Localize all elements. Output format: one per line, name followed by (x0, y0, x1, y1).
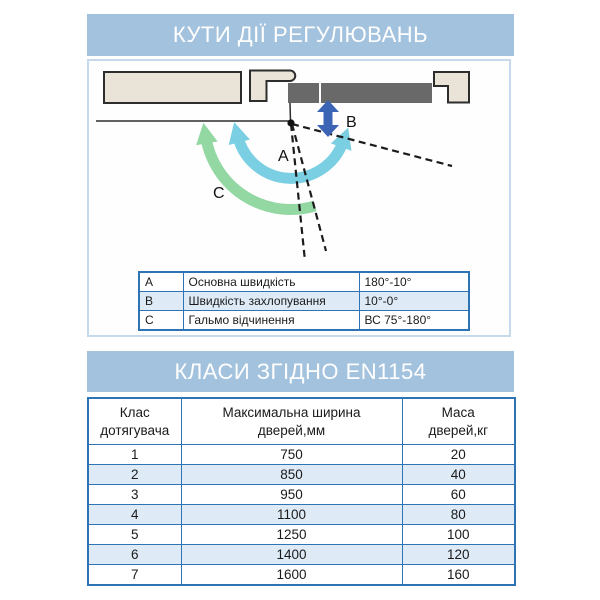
cell-max-width: 1250 (181, 525, 402, 545)
legend-label: Гальмо відчинення (183, 311, 359, 331)
table-row (88, 545, 515, 565)
label-c: C (213, 185, 225, 202)
door-angle-dashed-line-latch (292, 124, 452, 166)
cell-class: 2 (88, 465, 181, 485)
cell-mass: 160 (402, 565, 515, 586)
cell-mass: 20 (402, 445, 515, 465)
cell-class: 3 (88, 485, 181, 505)
cell-mass: 60 (402, 485, 515, 505)
door-angle-dashed-line-near-open-1 (291, 124, 305, 261)
section-title-angles: КУТИ ДІЇ РЕГУЛЮВАНЬ (87, 14, 514, 56)
cell-class: 1 (88, 445, 181, 465)
legend-key: C (139, 311, 183, 331)
legend-value: ВС 75°-180° (359, 311, 469, 331)
cell-max-width: 850 (181, 465, 402, 485)
table-row (88, 465, 515, 485)
legend-value: 10°-0° (359, 292, 469, 311)
col-header-max-width: Максимальна ширина дверей,мм (181, 398, 402, 445)
label-b: B (346, 114, 357, 131)
table-row (88, 445, 515, 465)
cell-max-width: 950 (181, 485, 402, 505)
legend-label: Швидкість захлопування (183, 292, 359, 311)
col-header-mass: Маса дверей,кг (402, 398, 515, 445)
label-a: A (278, 148, 289, 165)
angles-diagram-panel (87, 59, 511, 337)
cell-mass: 40 (402, 465, 515, 485)
legend-label: Основна швидкість (183, 272, 359, 292)
table-row (139, 272, 469, 292)
cell-mass: 120 (402, 545, 515, 565)
table-row (88, 505, 515, 525)
door-frame-latch-side (434, 72, 469, 103)
cell-class: 7 (88, 565, 181, 586)
door-closer-body (288, 83, 319, 103)
main-speed-arc-arrow (238, 137, 343, 178)
table-row (139, 292, 469, 311)
wall-left (104, 72, 241, 103)
legend-value: 180°-10° (359, 272, 469, 292)
door-leaf (321, 83, 432, 103)
table-header-row (88, 398, 515, 445)
table-row (139, 311, 469, 331)
cell-mass: 100 (402, 525, 515, 545)
cell-max-width: 1400 (181, 545, 402, 565)
angles-legend-table (138, 271, 470, 331)
cell-mass: 80 (402, 505, 515, 525)
table-row (88, 485, 515, 505)
section-title-classes: КЛАСИ ЗГІДНО EN1154 (87, 351, 514, 392)
cell-max-width: 750 (181, 445, 402, 465)
cell-max-width: 1100 (181, 505, 402, 525)
col-header-class: Клас дотягувача (88, 398, 181, 445)
legend-key: A (139, 272, 183, 292)
table-row (88, 565, 515, 586)
classes-table (87, 397, 516, 586)
table-row (88, 525, 515, 545)
cell-class: 6 (88, 545, 181, 565)
pivot-point (287, 119, 294, 126)
cell-class: 5 (88, 525, 181, 545)
cell-max-width: 1600 (181, 565, 402, 586)
cell-class: 4 (88, 505, 181, 525)
hinge-line (290, 103, 291, 122)
legend-key: B (139, 292, 183, 311)
